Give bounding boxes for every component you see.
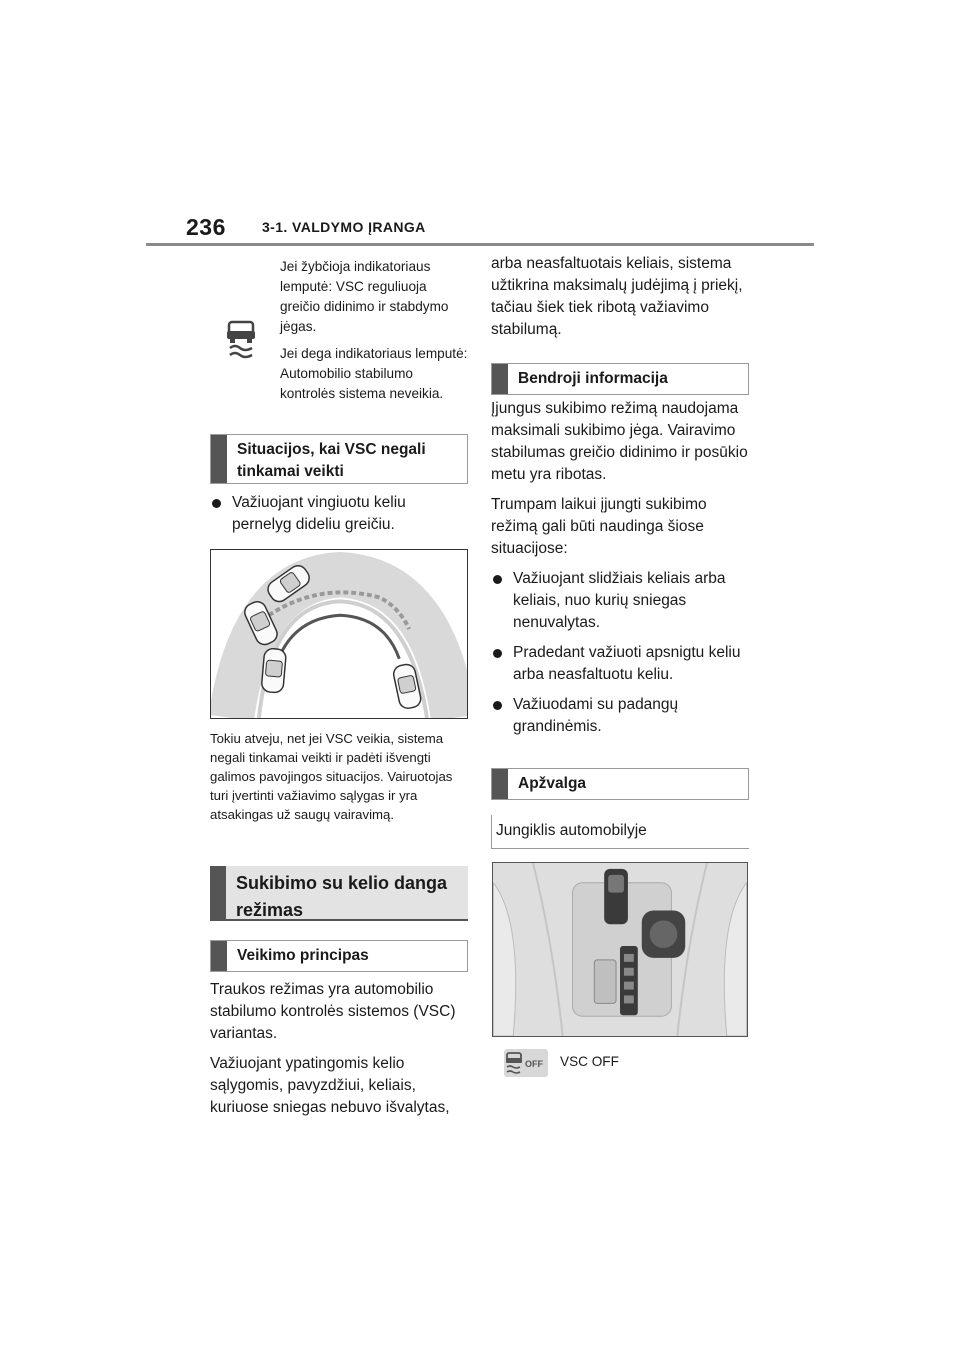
heading-bar [211, 435, 227, 483]
vsc-off-icon [504, 1049, 548, 1077]
label-divider [491, 815, 492, 849]
principle-paragraph-2-continued: arba neasfaltuotais keliais, sistema užtikrina maksimalų judėjimą į priekį, tačiau šiek tiek ribotą važiavimo stabilumą. [491, 255, 743, 338]
situations-heading [210, 434, 468, 484]
principle-paragraph-2-start: Važiuojant ypatingomis kelio sąlygomis, pavyzdžiui, keliais, kuriuose sniegas nebuvo išvalytas, [210, 1055, 450, 1116]
situations-heading-text: Situacijos, kai VSC negali tinkamai veikti [237, 441, 426, 480]
list-item [210, 492, 468, 536]
heading-bar [492, 769, 508, 799]
header-rule [146, 243, 814, 246]
bullet-icon [493, 649, 502, 658]
label-rule [491, 848, 749, 849]
indicator-description [280, 257, 468, 411]
general-paragraph-2: Trumpam laikui įjungti sukibimo režimą gali būti naudinga šiose situacijose: [491, 496, 707, 557]
general-info-heading [491, 363, 749, 395]
car-shape [261, 648, 286, 693]
traction-mode-heading [210, 866, 468, 921]
indicator-flash-text: Jei žybčioja indikatoriaus lemputė: VSC reguliuoja greičio didinimo ir stabdymo jėgas. [280, 259, 449, 334]
general-info-body [491, 398, 749, 746]
chapter-title: 3-1. VALDYMO ĮRANGA [262, 219, 426, 235]
page-number: 236 [186, 214, 226, 240]
traction-mode-heading-text: Sukibimo su kelio danga režimas [236, 873, 448, 920]
svg-text:OFF: OFF [525, 1059, 543, 1069]
vsc-warning-icon [226, 320, 256, 360]
bullet-icon [212, 499, 221, 508]
list-item: Važiuojant slidžiais keliais arba keliais, nuo kurių sniegas nenuvalytas. [491, 568, 749, 634]
switch-location-label: Jungiklis automobilyje [496, 822, 647, 839]
situations-caption: Tokiu atveju, net jei VSC veikia, sistema negali tinkamai veikti ir padėti išvengti galimos pavojingos situacijos. Vairuotojas turi įvertinti važiavimo sąlygas ir yra atsakingas už saugų vairavimą. [210, 731, 453, 822]
winding-road-illustration [210, 549, 468, 719]
heading-bar [492, 364, 508, 394]
situations-bullet-text: Važiuojant vingiuotu keliu pernelyg dideliu greičiu. [232, 494, 406, 533]
bullet-icon [493, 701, 502, 710]
situations-bullet-list [210, 492, 468, 544]
overview-heading [491, 768, 749, 800]
list-item: Važiuodami su padangų grandinėmis. [491, 694, 749, 738]
principle-body [210, 979, 468, 1127]
principle-heading-text: Veikimo principas [237, 947, 369, 964]
general-paragraph-1: Įjungus sukibimo režimą naudojama maksimali sukibimo jėga. Vairavimo stabilumas greičio didinimo ir posūkio metu yra ribotas. [491, 400, 748, 483]
vsc-off-label: VSC OFF [560, 1054, 619, 1069]
center-console-illustration [492, 862, 748, 1037]
bullet-icon [493, 575, 502, 584]
car-shape [392, 663, 422, 710]
indicator-lit-text: Jei dega indikatoriaus lemputė: Automobilio stabilumo kontrolės sistema neveikia. [280, 346, 468, 401]
overview-heading-text: Apžvalga [518, 775, 587, 792]
heading-bar [211, 941, 227, 971]
general-info-heading-text: Bendroji informacija [518, 370, 668, 387]
heading-bar [210, 866, 226, 919]
list-item: Pradedant važiuoti apsnigtu keliu arba neasfaltuotu keliu. [491, 642, 749, 686]
principle-heading [210, 940, 468, 972]
principle-paragraph-1: Traukos režimas yra automobilio stabilumo kontrolės sistemos (VSC) variantas. [210, 981, 456, 1042]
